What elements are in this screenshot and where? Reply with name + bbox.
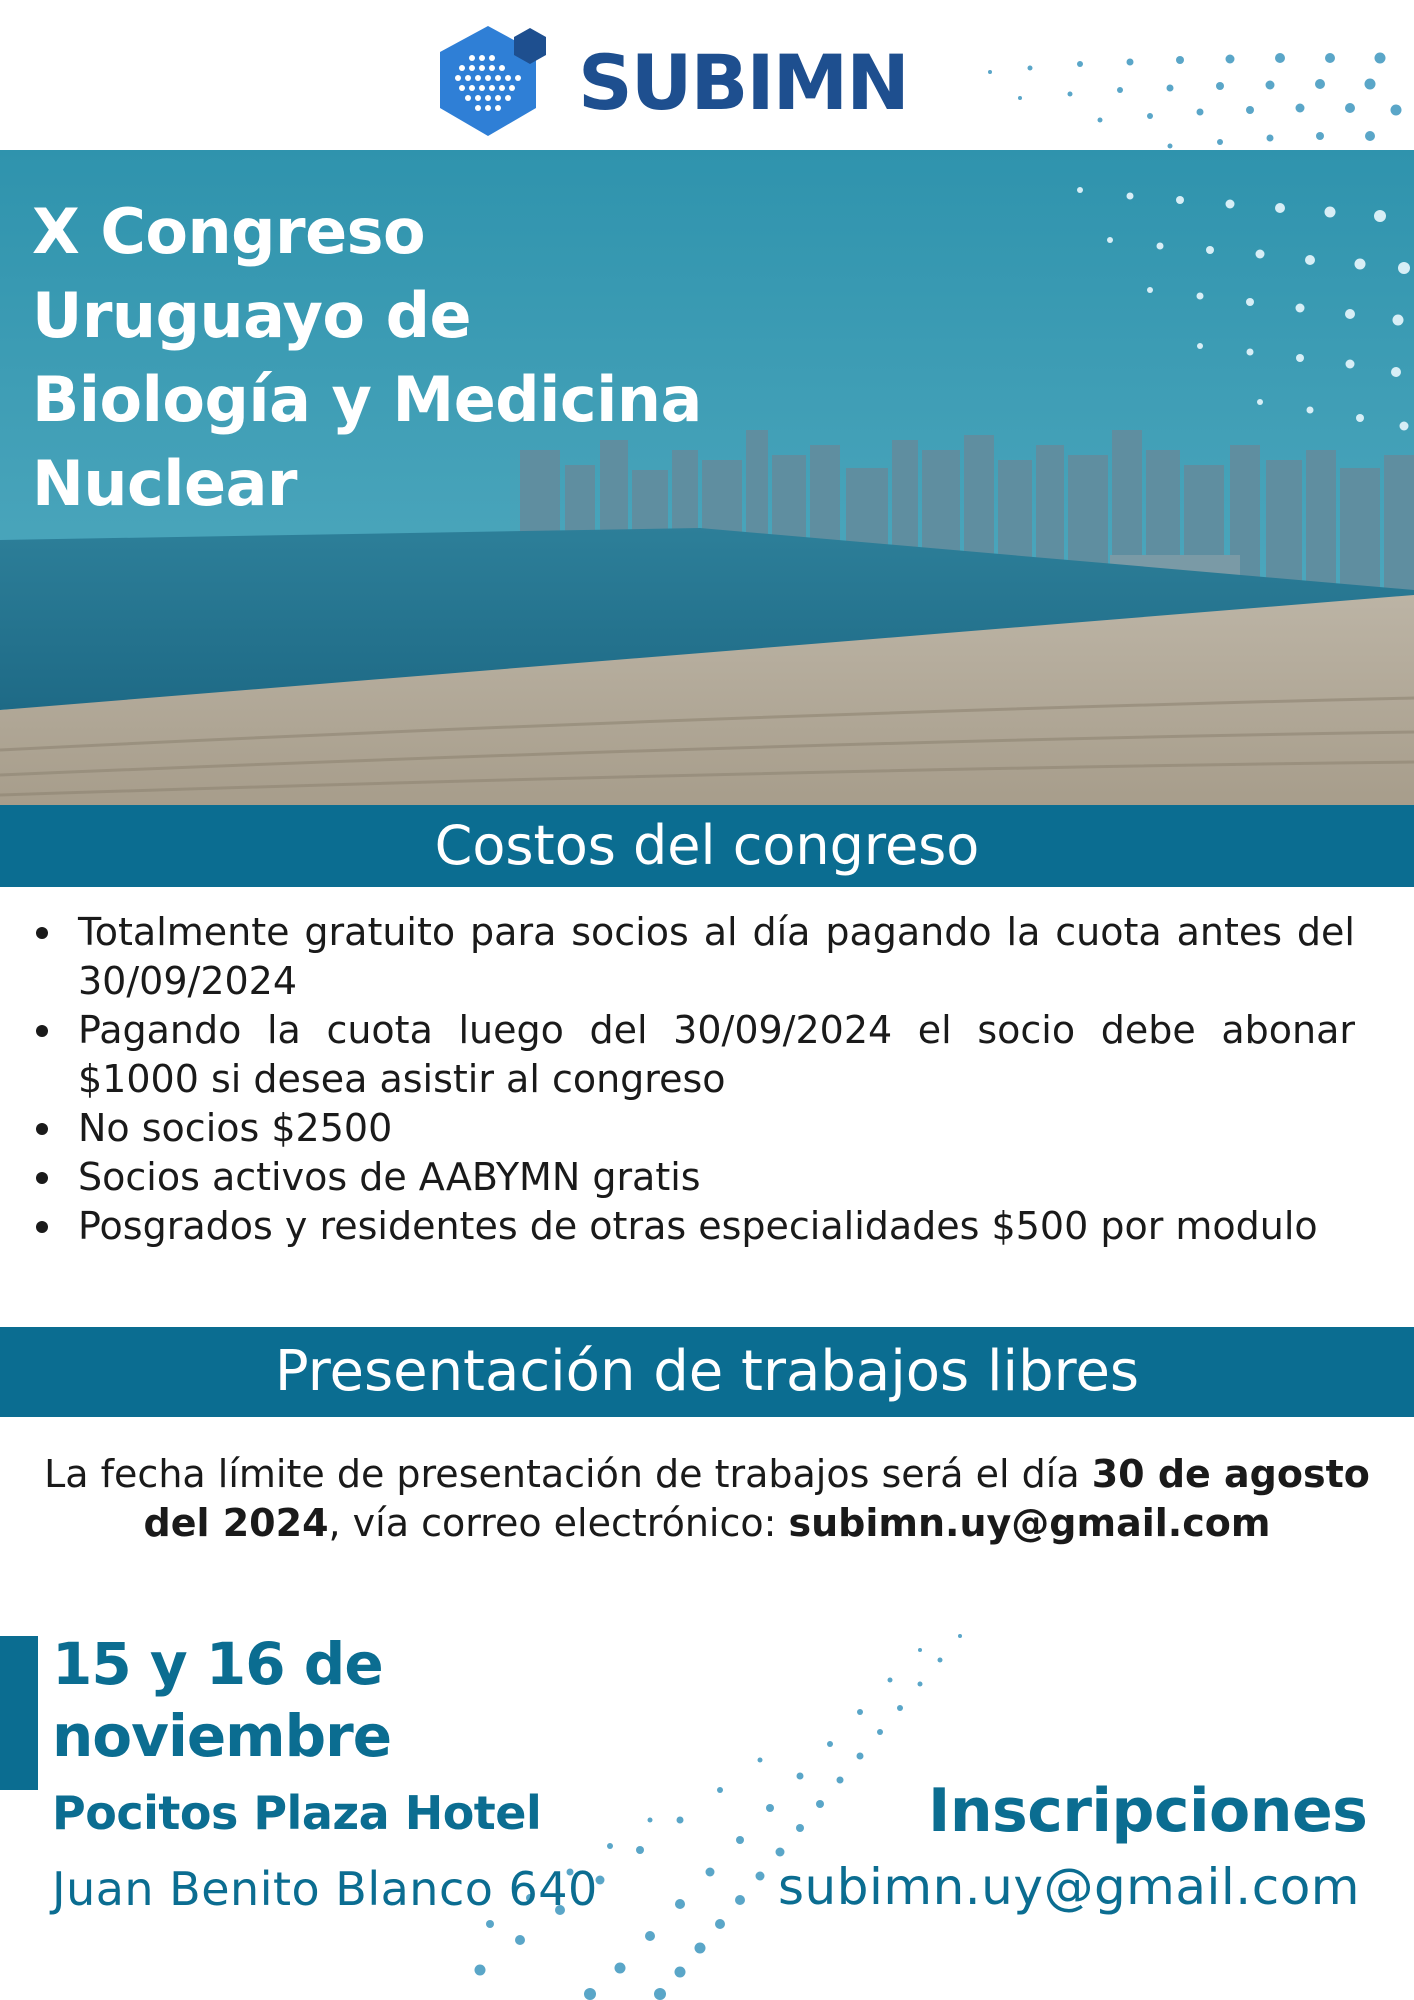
deadline-intro: La fecha límite de presentación de trabajos será el día bbox=[44, 1452, 1092, 1496]
costs-list bbox=[30, 908, 1355, 1251]
bullet-icon bbox=[36, 1123, 48, 1135]
subimn-logo bbox=[432, 22, 932, 142]
event-address: Juan Benito Blanco 640 bbox=[52, 1862, 598, 1916]
date-line: noviembre bbox=[52, 1702, 392, 1770]
title-line: Nuclear bbox=[32, 447, 297, 520]
list-item: Totalmente gratuito para socios al día pagando la cuota antes del 30/09/2024 bbox=[30, 908, 1355, 1006]
date-line: 15 y 16 de bbox=[52, 1630, 383, 1698]
event-date bbox=[52, 1628, 572, 1772]
deadline-mid: , vía correo electrónico: bbox=[328, 1501, 789, 1545]
costs-heading: Costos del congreso bbox=[0, 805, 1414, 887]
deadline-paragraph bbox=[20, 1450, 1394, 1548]
list-item: Posgrados y residentes de otras especialidades $500 por modulo bbox=[30, 1202, 1355, 1251]
hero-banner bbox=[0, 150, 1414, 805]
deadline-date: 30 de agosto del 2024 bbox=[143, 1452, 1370, 1545]
logo-wordmark: SUBIMN bbox=[578, 37, 908, 127]
bullet-icon bbox=[36, 1221, 48, 1233]
congress-title bbox=[32, 190, 792, 526]
list-item: Socios activos de AABYMN gratis bbox=[30, 1153, 1355, 1202]
title-line: Uruguayo de bbox=[32, 279, 472, 352]
trabajos-heading: Presentación de trabajos libres bbox=[0, 1327, 1414, 1417]
date-accent-bar bbox=[0, 1636, 38, 1790]
bullet-icon bbox=[36, 1025, 48, 1037]
submission-email[interactable]: subimn.uy@gmail.com bbox=[788, 1501, 1271, 1545]
list-item: Pagando la cuota luego del 30/09/2024 el socio debe abonar $1000 si desea asistir al congreso bbox=[30, 1006, 1355, 1104]
event-venue: Pocitos Plaza Hotel bbox=[52, 1786, 542, 1840]
list-item: No socios $2500 bbox=[30, 1104, 1355, 1153]
title-line: X Congreso bbox=[32, 195, 426, 268]
subimn-hexagon-logo-icon bbox=[432, 22, 552, 142]
inscripciones-email[interactable]: subimn.uy@gmail.com bbox=[778, 1858, 1360, 1916]
bullet-icon bbox=[36, 1172, 48, 1184]
bullet-icon bbox=[36, 927, 48, 939]
inscripciones-title: Inscripciones bbox=[928, 1776, 1368, 1846]
title-line: Biología y Medicina bbox=[32, 363, 702, 436]
